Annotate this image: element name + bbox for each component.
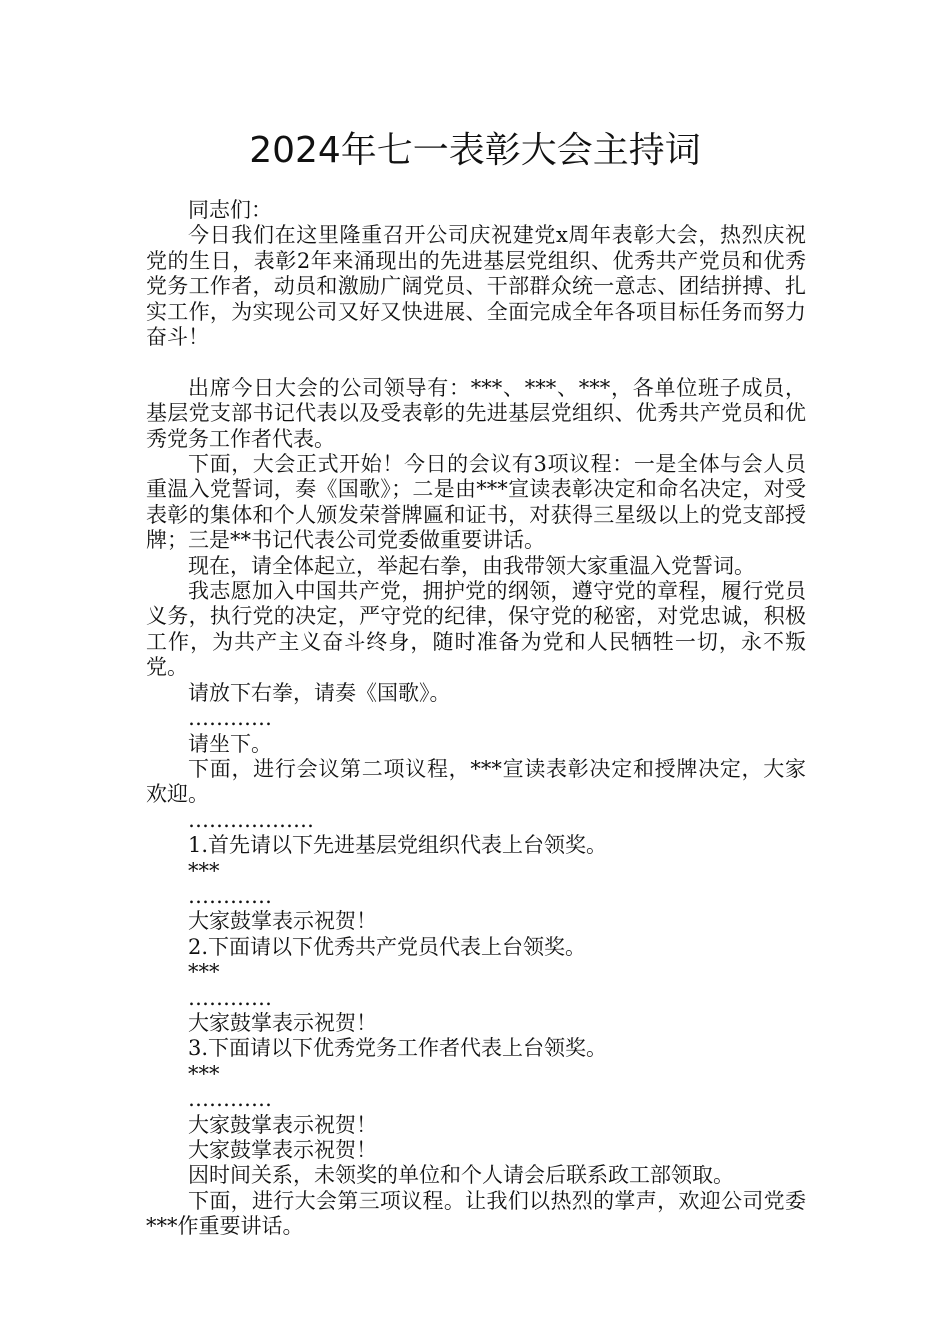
paragraph: 大家鼓掌表示祝贺！ — [188, 909, 377, 934]
document-title: 2024年七一表彰大会主持词 — [249, 130, 701, 171]
paragraph: 请坐下。 — [188, 731, 272, 756]
paragraph: 1.首先请以下先进基层党组织代表上台领奖。 — [188, 833, 608, 858]
paragraph: 因时间关系，未领奖的单位和个人请会后联系政工部领取。 — [188, 1163, 734, 1188]
paragraph: 下面，进行大会第三项议程。让我们以热烈的掌声，欢迎公司党委***作重要讲话。 — [146, 1188, 806, 1239]
paragraph: 出席今日大会的公司领导有：***、***、***，各单位班子成员，基层党支部书记代表以及受表彰的先进基层党组织、优秀共产党员和优秀党务工作者代表。 — [146, 375, 806, 451]
paragraph: 我志愿加入中国共产党，拥护党的纲领，遵守党的章程，履行党员义务，执行党的决定，严守党的纪律，保守党的秘密，对党忠诚，积极工作，为共产主义奋斗终身，随时准备为党和人民牺牲一切，永不叛党。 — [146, 579, 806, 680]
placeholder-line: *** — [188, 858, 220, 883]
paragraph: 同志们： — [188, 198, 272, 222]
paragraph: 请放下右拳，请奏《国歌》。 — [188, 680, 451, 705]
paragraph: 现在，请全体起立，举起右拳，由我带领大家重温入党誓词。 — [188, 553, 755, 578]
placeholder-line: *** — [188, 1061, 220, 1086]
ellipsis-line: ………… — [188, 1087, 272, 1112]
paragraph: 大家鼓掌表示祝贺！ — [188, 1010, 377, 1035]
paragraph: 大家鼓掌表示祝贺！ — [188, 1112, 377, 1137]
paragraph: 今日我们在这里隆重召开公司庆祝建党x周年表彰大会，热烈庆祝党的生日，表彰2年来涌现出的先进基层党组织、优秀共产党员和优秀党务工作者，动员和激励广阔党员、干部群众统一意志、团结拼搏、扎实工作，为实现公司又好又快进展、全面完成全年各项目标任务而努力奋斗！ — [146, 223, 806, 350]
blank-line — [146, 350, 806, 375]
ellipsis-line: ………… — [188, 706, 272, 731]
ellipsis-line: ………… — [188, 883, 272, 908]
paragraph: 2.下面请以下优秀共产党员代表上台领奖。 — [188, 934, 587, 959]
paragraph: 3.下面请以下优秀党务工作者代表上台领奖。 — [188, 1036, 608, 1061]
ellipsis-line: ………… — [188, 985, 272, 1010]
paragraph: 下面，大会正式开始！今日的会议有3项议程：一是全体与会人员重温入党誓词，奏《国歌》；二是由***宣读表彰决定和命名决定，对受表彰的集体和个人颁发荣誉牌匾和证书，对获得三星级以上的党支部授牌；三是**书记代表公司党委做重要讲话。 — [146, 452, 806, 553]
paragraph: 大家鼓掌表示祝贺！ — [188, 1138, 377, 1163]
document-body — [146, 198, 806, 1240]
placeholder-line: *** — [188, 960, 220, 985]
paragraph: 下面，进行会议第二项议程，***宣读表彰决定和授牌决定，大家欢迎。 — [146, 756, 806, 807]
ellipsis-line: ……………… — [188, 807, 314, 832]
